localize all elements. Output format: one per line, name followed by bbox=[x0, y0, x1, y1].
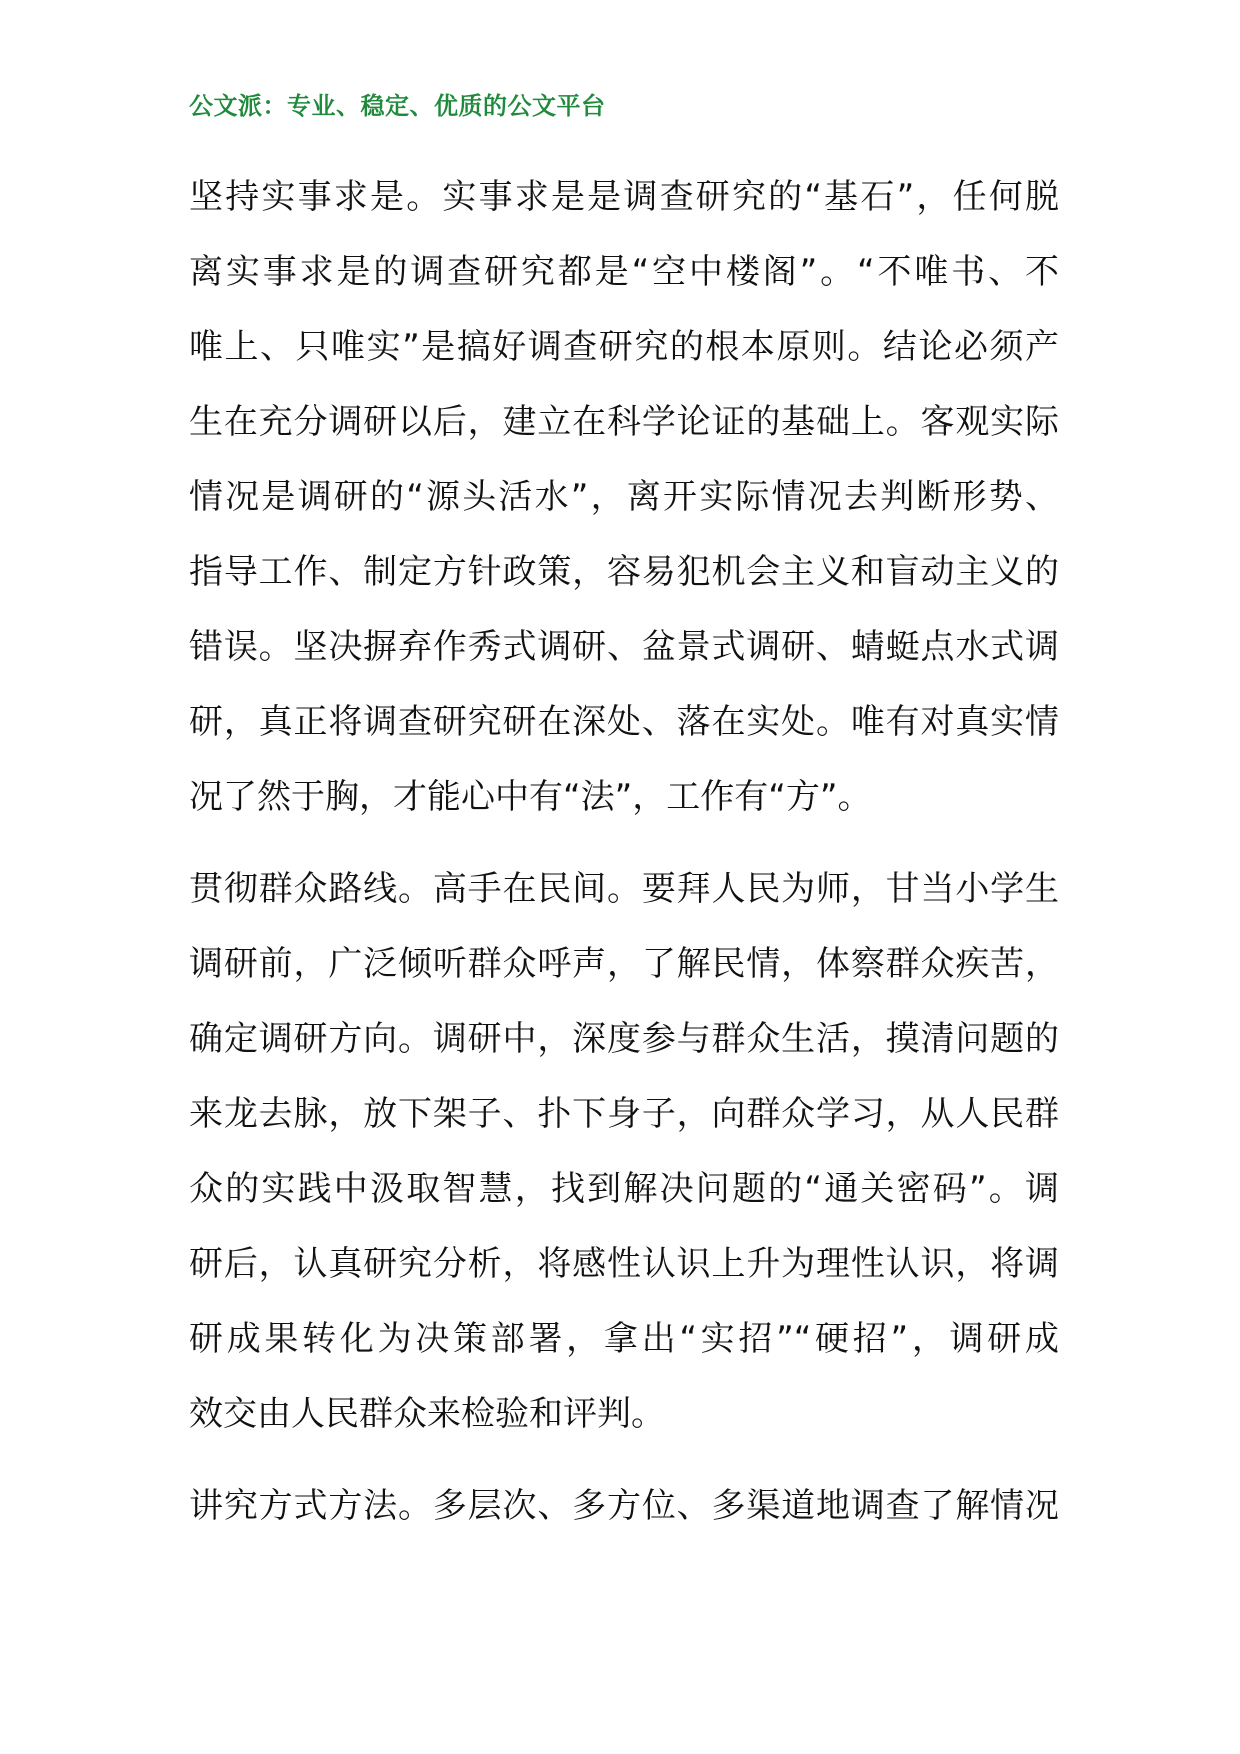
paragraph-2 bbox=[189, 852, 1059, 1452]
paragraph-line: 况了然于胸，才能心中有“法”，工作有“方”。 bbox=[189, 777, 872, 817]
paragraph-line: 错误。坚决摒弃作秀式调研、盆景式调研、蜻蜓点水式调 bbox=[189, 627, 1059, 667]
paragraph-line: 研，真正将调查研究研在深处、落在实处。唯有对真实情 bbox=[189, 702, 1059, 742]
paragraph-line: 确定调研方向。调研中，深度参与群众生活，摸清问题的 bbox=[189, 1019, 1059, 1059]
paragraph-line: 效交由人民群众来检验和评判。 bbox=[189, 1394, 665, 1434]
paragraph-line: 讲究方式方法。多层次、多方位、多渠道地调查了解情况 bbox=[189, 1486, 1059, 1526]
paragraph-line: 众的实践中汲取智慧，找到解决问题的“通关密码”。调 bbox=[189, 1169, 1059, 1209]
paragraph-1 bbox=[189, 160, 1059, 835]
paragraph-line: 贯彻群众路线。高手在民间。要拜人民为师，甘当小学生 bbox=[189, 869, 1059, 909]
paragraph-line: 生在充分调研以后，建立在科学论证的基础上。客观实际 bbox=[189, 402, 1059, 442]
paragraph-3 bbox=[189, 1469, 1059, 1544]
paragraph-line: 研成果转化为决策部署，拿出“实招”“硬招”，调研成 bbox=[189, 1319, 1059, 1359]
paragraph-line: 离实事求是的调查研究都是“空中楼阁”。“不唯书、不 bbox=[189, 252, 1059, 292]
paragraph-line: 唯上、只唯实”是搞好调查研究的根本原则。结论必须产 bbox=[189, 327, 1059, 367]
paragraph-line: 坚持实事求是。实事求是是调查研究的“基石”，任何脱 bbox=[189, 177, 1059, 217]
paragraph-line: 来龙去脉，放下架子、扑下身子，向群众学习，从人民群 bbox=[189, 1094, 1059, 1134]
document-body bbox=[189, 160, 1059, 1561]
paragraph-line: 调研前，广泛倾听群众呼声，了解民情，体察群众疾苦， bbox=[189, 944, 1059, 984]
site-header: 公文派：专业、稳定、优质的公文平台 bbox=[189, 92, 606, 120]
paragraph-line: 研后，认真研究分析，将感性认识上升为理性认识，将调 bbox=[189, 1244, 1059, 1284]
paragraph-line: 情况是调研的“源头活水”，离开实际情况去判断形势、 bbox=[189, 477, 1059, 517]
paragraph-line: 指导工作、制定方针政策，容易犯机会主义和盲动主义的 bbox=[189, 552, 1059, 592]
